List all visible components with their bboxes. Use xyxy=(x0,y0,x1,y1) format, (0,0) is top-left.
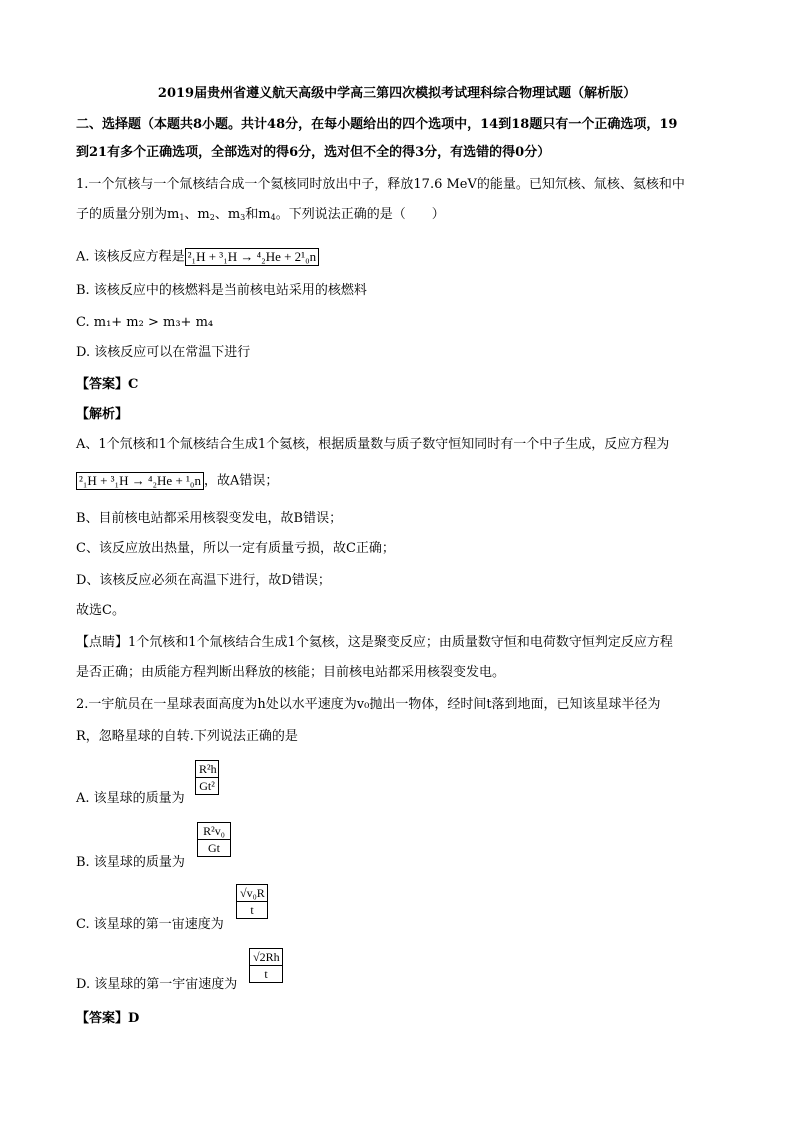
q1-analysis-a-tail: ，故A错误； xyxy=(203,473,279,489)
q1-option-b: B. 该核反应中的核燃料是当前核电站采用的核燃料 xyxy=(76,283,367,298)
q2-option-a-text: A. 该星球的质量为 xyxy=(76,791,185,806)
q1-option-c: C. m₁+ m₂ > m₃+ m₄ xyxy=(76,315,214,330)
q1-stem-prefix: 子的质量分别为m xyxy=(76,207,180,222)
q1-analysis-d: D、该核反应必须在高温下进行，故D错误； xyxy=(76,573,331,588)
q2-option-c-fraction xyxy=(236,884,268,919)
q2-option-d-fraction xyxy=(249,948,283,983)
q1-option-a-text: A. 该核反应方程是 xyxy=(76,249,185,265)
q2-option-c-numerator: √v₀R xyxy=(237,885,267,902)
section-heading-line1: 二、选择题（本题共8小题。共计48分，在每小题给出的四个选项中，14到18题只有一个正确选项，19 xyxy=(76,117,678,132)
q2-stem-line1: 2.一宇航员在一星球表面高度为h处以水平速度为v₀抛出一物体，经时间t落到地面，已知该星球半径为 xyxy=(76,697,661,712)
q2-option-d-text: D. 该星球的第一宇宙速度为 xyxy=(76,977,238,992)
q2-option-a-denominator: Gt² xyxy=(199,779,215,793)
q2-option-b-text: B. 该星球的质量为 xyxy=(76,855,185,870)
q2-stem-line2: R，忽略星球的自转.下列说法正确的是 xyxy=(76,729,298,744)
q1-stem-line1: 1.一个氘核与一个氚核结合成一个氦核同时放出中子，释放17.6 MeV的能量。已知氘核、氚核、氦核和中 xyxy=(76,177,685,192)
q1-tip-line2: 是否正确；由质能方程判断出释放的核能；目前核电站都采用核裂变发电。 xyxy=(76,665,506,680)
q2-option-a-fraction xyxy=(195,760,219,795)
q1-stem-suffix: 。下列说法正确的是（ ） xyxy=(275,207,445,222)
q1-analysis-a-line1: A、1个氘核和1个氚核结合生成1个氦核，根据质量数与质子数守恒知同时有一个中子生成，反应方程为 xyxy=(76,437,670,452)
q1-option-a-formula: ²₁H + ³₁H → ⁴₂He + 2¹₀n xyxy=(185,248,319,266)
q1-conclusion: 故选C。 xyxy=(76,603,125,618)
section-heading-line2: 到21有多个正确选项，全部选对的得6分，选对但不全的得3分，有选错的得0分） xyxy=(76,145,551,160)
q1-analysis-c: C、该反应放出热量，所以一定有质量亏损，故C正确； xyxy=(76,541,395,556)
q2-answer: 【答案】D xyxy=(76,1011,140,1026)
q2-option-d-numerator: √2Rh xyxy=(250,949,282,966)
q2-option-b-numerator: R²v₀ xyxy=(198,823,230,840)
q1-option-d: D. 该核反应可以在常温下进行 xyxy=(76,345,251,360)
q1-option-a xyxy=(76,248,319,267)
q2-option-c-text: C. 该星球的第一宙速度为 xyxy=(76,917,224,932)
q2-option-a-numerator: R²h xyxy=(196,761,218,778)
q1-analysis-formula: ²₁H + ³₁H → ⁴₂He + ¹₀n xyxy=(76,472,204,490)
q2-option-c-denominator: t xyxy=(250,903,254,917)
q2-option-b-denominator: Gt xyxy=(208,841,220,855)
q2-option-b-fraction xyxy=(197,822,231,857)
q2-option-d-denominator: t xyxy=(264,967,268,981)
document-title: 2019届贵州省遵义航天高级中学高三第四次模拟考试理科综合物理试题（解析版） xyxy=(157,86,637,101)
q1-answer: 【答案】C xyxy=(76,377,139,392)
q1-tip-line1: 【点睛】1个氘核和1个氚核结合生成1个氦核，这是聚变反应；由质量数守恒和电荷数守恒判定反应方程 xyxy=(76,635,673,650)
q1-stem-line2: 子的质量分别为$m_1$、$m_2$、$m_3$和$m_4$。下列说法正确的是（ ） xyxy=(76,207,445,222)
q1-analysis-b: B、目前核电站都采用核裂变发电，故B错误； xyxy=(76,511,343,526)
q1-analysis-a-line2 xyxy=(76,472,278,491)
q1-analysis-title: 【解析】 xyxy=(76,407,129,422)
